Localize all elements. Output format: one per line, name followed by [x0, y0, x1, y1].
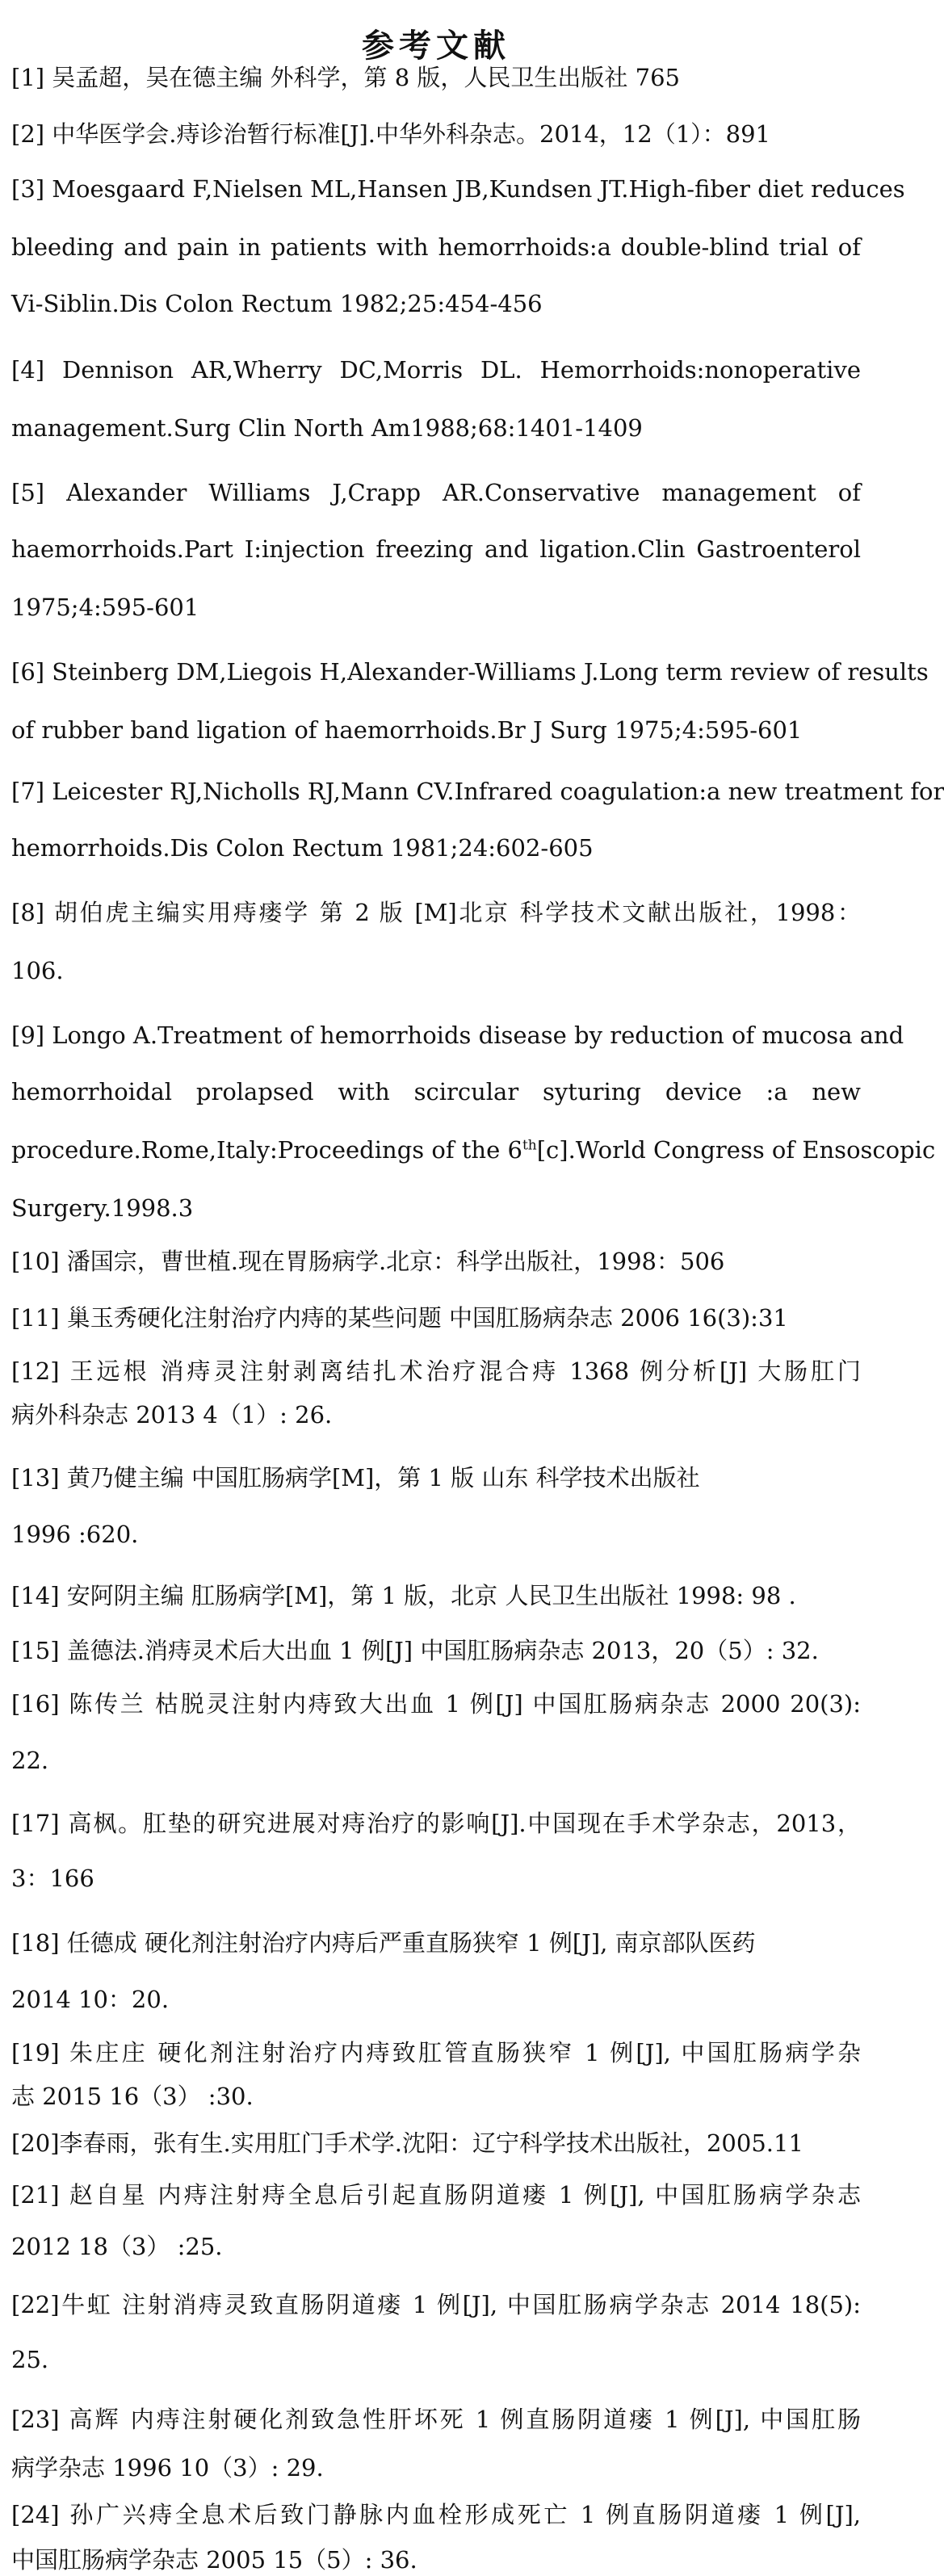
reference-line — [11, 1302, 861, 1334]
reference-line — [11, 1927, 861, 1959]
reference-line — [11, 1399, 861, 1431]
reference-line — [11, 412, 861, 444]
superscript-text: th — [522, 1137, 537, 1154]
reference-text: [12] 王远根 消痔灵注射剥离结扎术治疗混合痔 1368 例分析[J] 大肠肛门 — [11, 1357, 861, 1385]
reference-line — [11, 61, 861, 94]
reference-text: hemorrhoids.Dis Colon Rectum 1981;24:602-605 — [11, 834, 594, 862]
reference-text: [7] Leicester RJ,Nicholls RJ,Mann CV.Infrared coagulation:a new treatment for — [11, 778, 944, 805]
reference-text: [19] 朱庄庄 硬化剂注射治疗内痔致肛管直肠狭窄 1 例[J], 中国肛肠病学杂 — [11, 2039, 861, 2066]
reference-line — [11, 1462, 861, 1494]
reference-line — [11, 775, 944, 808]
reference-line — [11, 476, 861, 509]
reference-text: [22]牛虹 注射消痔灵致直肠阴道瘘 1 例[J], 中国肛肠病学杂志 2014 18(5): — [11, 2291, 861, 2318]
reference-line — [11, 231, 861, 263]
reference-line — [11, 1862, 861, 1894]
reference-text: 病外科杂志 2013 4（1）: 26. — [11, 1401, 333, 1429]
reference-text: [24] 孙广兴痔全息术后致门静脉内血栓形成死亡 1 例直肠阴道瘘 1 例[J], — [11, 2501, 861, 2528]
reference-line — [11, 2498, 861, 2531]
reference-line — [11, 896, 861, 929]
reference-line — [11, 2037, 861, 2069]
reference-line — [11, 2127, 861, 2159]
reference-text: [9] Longo A.Treatment of hemorrhoids disease by reduction of mucosa and — [11, 1022, 904, 1049]
reference-text: [6] Steinberg DM,Liegois H,Alexander-Williams J.Long term review of results — [11, 658, 929, 686]
reference-text: [4] Dennison AR,Wherry DC,Morris DL. Hemorrhoids:nonoperative — [11, 356, 861, 384]
reference-text: [14] 安阿阴主编 肛肠病学[M]，第 1 版，北京 人民卫生出版社 1998: 98 . — [11, 1582, 796, 1609]
page-title: 参考文献 — [362, 27, 510, 65]
reference-line — [11, 1518, 861, 1550]
reference-text: [21] 赵自星 内痔注射痔全息后引起直肠阴道瘘 1 例[J], 中国肛肠病学杂志 — [11, 2181, 861, 2209]
reference-text: [20]李春雨，张有生.实用肛门手术学.沈阳：辽宁科学技术出版社，2005.11 — [11, 2129, 803, 2157]
reference-text: hemorrhoidal prolapsed with scircular syturing device :a new — [11, 1078, 861, 1105]
reference-text: 106. — [11, 957, 64, 984]
reference-text: [17] 高枫。肛垫的研究进展对痔治疗的影响[J].中国现在手术学杂志，2013， — [11, 1810, 861, 1837]
reference-line — [11, 832, 861, 864]
reference-text: Vi-Siblin.Dis Colon Rectum 1982;25:454-456 — [11, 290, 543, 317]
reference-line — [11, 287, 861, 320]
reference-text: [15] 盖德法.消痔灵术后大出血 1 例[J] 中国肛肠病杂志 2013，20（5）: 32. — [11, 1637, 819, 1664]
reference-text: of rubber band ligation of haemorrhoids.Br J Surg 1975;4:595-601 — [11, 716, 803, 744]
reference-text: [13] 黄乃健主编 中国肛肠病学[M]，第 1 版 山东 科学技术出版社 — [11, 1464, 700, 1491]
reference-line — [11, 1744, 861, 1777]
reference-text: 1996 :620. — [11, 1521, 139, 1548]
reference-line — [11, 1634, 861, 1667]
reference-text: 22. — [11, 1747, 49, 1774]
reference-text: [18] 任德成 硬化剂注射治疗内痔后严重直肠狭窄 1 例[J], 南京部队医药 — [11, 1929, 756, 1957]
reference-line — [11, 1076, 861, 1108]
reference-line — [11, 1134, 936, 1166]
reference-line — [11, 954, 861, 987]
reference-text: 2014 10：20. — [11, 1986, 170, 2013]
reference-text: 3：166 — [11, 1865, 94, 1892]
reference-text: [10] 潘国宗，曹世植.现在胃肠病学.北京：科学出版社，1998：506 — [11, 1248, 725, 1275]
reference-text: 2012 18（3） :25. — [11, 2233, 223, 2260]
reference-text: bleeding and pain in patients with hemorrhoids:a double-blind trial of — [11, 233, 861, 261]
reference-text: [3] Moesgaard F,Nielsen ML,Hansen JB,Kundsen JT.High-fiber diet reduces — [11, 175, 905, 203]
reference-line — [11, 1355, 861, 1387]
reference-text: [11] 巢玉秀硬化注射治疗内痔的某些问题 中国肛肠病杂志 2006 16(3):31 — [11, 1304, 788, 1332]
reference-line — [11, 2544, 861, 2576]
reference-line — [11, 2080, 861, 2112]
reference-text: [1] 吴孟超，吴在德主编 外科学，第 8 版，人民卫生出版社 765 — [11, 64, 680, 91]
reference-line — [11, 2230, 861, 2263]
reference-line — [11, 173, 905, 205]
reference-text: 中国肛肠病学杂志 2005 15（5）: 36. — [11, 2546, 417, 2574]
reference-text: [23] 高辉 内痔注射硬化剂致急性肝坏死 1 例直肠阴道瘘 1 例[J], 中国肛肠 — [11, 2406, 861, 2433]
reference-text: 1975;4:595-601 — [11, 594, 199, 621]
reference-text: [2] 中华医学会.痔诊治暂行标准[J].中华外科杂志。2014，12（1）：891 — [11, 120, 770, 148]
reference-line — [11, 1245, 861, 1278]
reference-text: 25. — [11, 2346, 49, 2373]
reference-line — [11, 1807, 861, 1840]
reference-text: haemorrhoids.Part I:injection freezing and ligation.Clin Gastroenterol — [11, 535, 861, 563]
reference-line — [11, 1019, 904, 1051]
reference-text: management.Surg Clin North Am1988;68:1401-1409 — [11, 414, 643, 442]
reference-line — [11, 2289, 861, 2321]
reference-line — [11, 591, 861, 623]
reference-line — [11, 2403, 861, 2435]
reference-text: [c].World Congress of Ensoscopic — [536, 1136, 936, 1164]
reference-line — [11, 1580, 861, 1612]
reference-line — [11, 714, 861, 746]
reference-text: [5] Alexander Williams J,Crapp AR.Conservative management of — [11, 479, 861, 506]
reference-line — [11, 1983, 861, 2016]
reference-line — [11, 656, 929, 688]
reference-text: [16] 陈传兰 枯脱灵注射内痔致大出血 1 例[J] 中国肛肠病杂志 2000 20(3): — [11, 1690, 861, 1718]
reference-line — [11, 2343, 861, 2376]
reference-line — [11, 1192, 861, 1224]
reference-line — [11, 2179, 861, 2211]
reference-text: 志 2015 16（3） :30. — [11, 2083, 254, 2110]
reference-line — [11, 2452, 861, 2484]
reference-line — [11, 1688, 861, 1720]
reference-text: 病学杂志 1996 10（3）: 29. — [11, 2454, 324, 2482]
reference-text: procedure.Rome,Italy:Proceedings of the 6 — [11, 1136, 522, 1164]
reference-line — [11, 354, 861, 386]
reference-line — [11, 118, 861, 150]
reference-text: Surgery.1998.3 — [11, 1194, 194, 1222]
reference-line — [11, 533, 861, 565]
reference-text: [8] 胡伯虎主编实用痔瘘学 第 2 版 [M]北京 科学技术文献出版社，1998： — [11, 899, 861, 926]
